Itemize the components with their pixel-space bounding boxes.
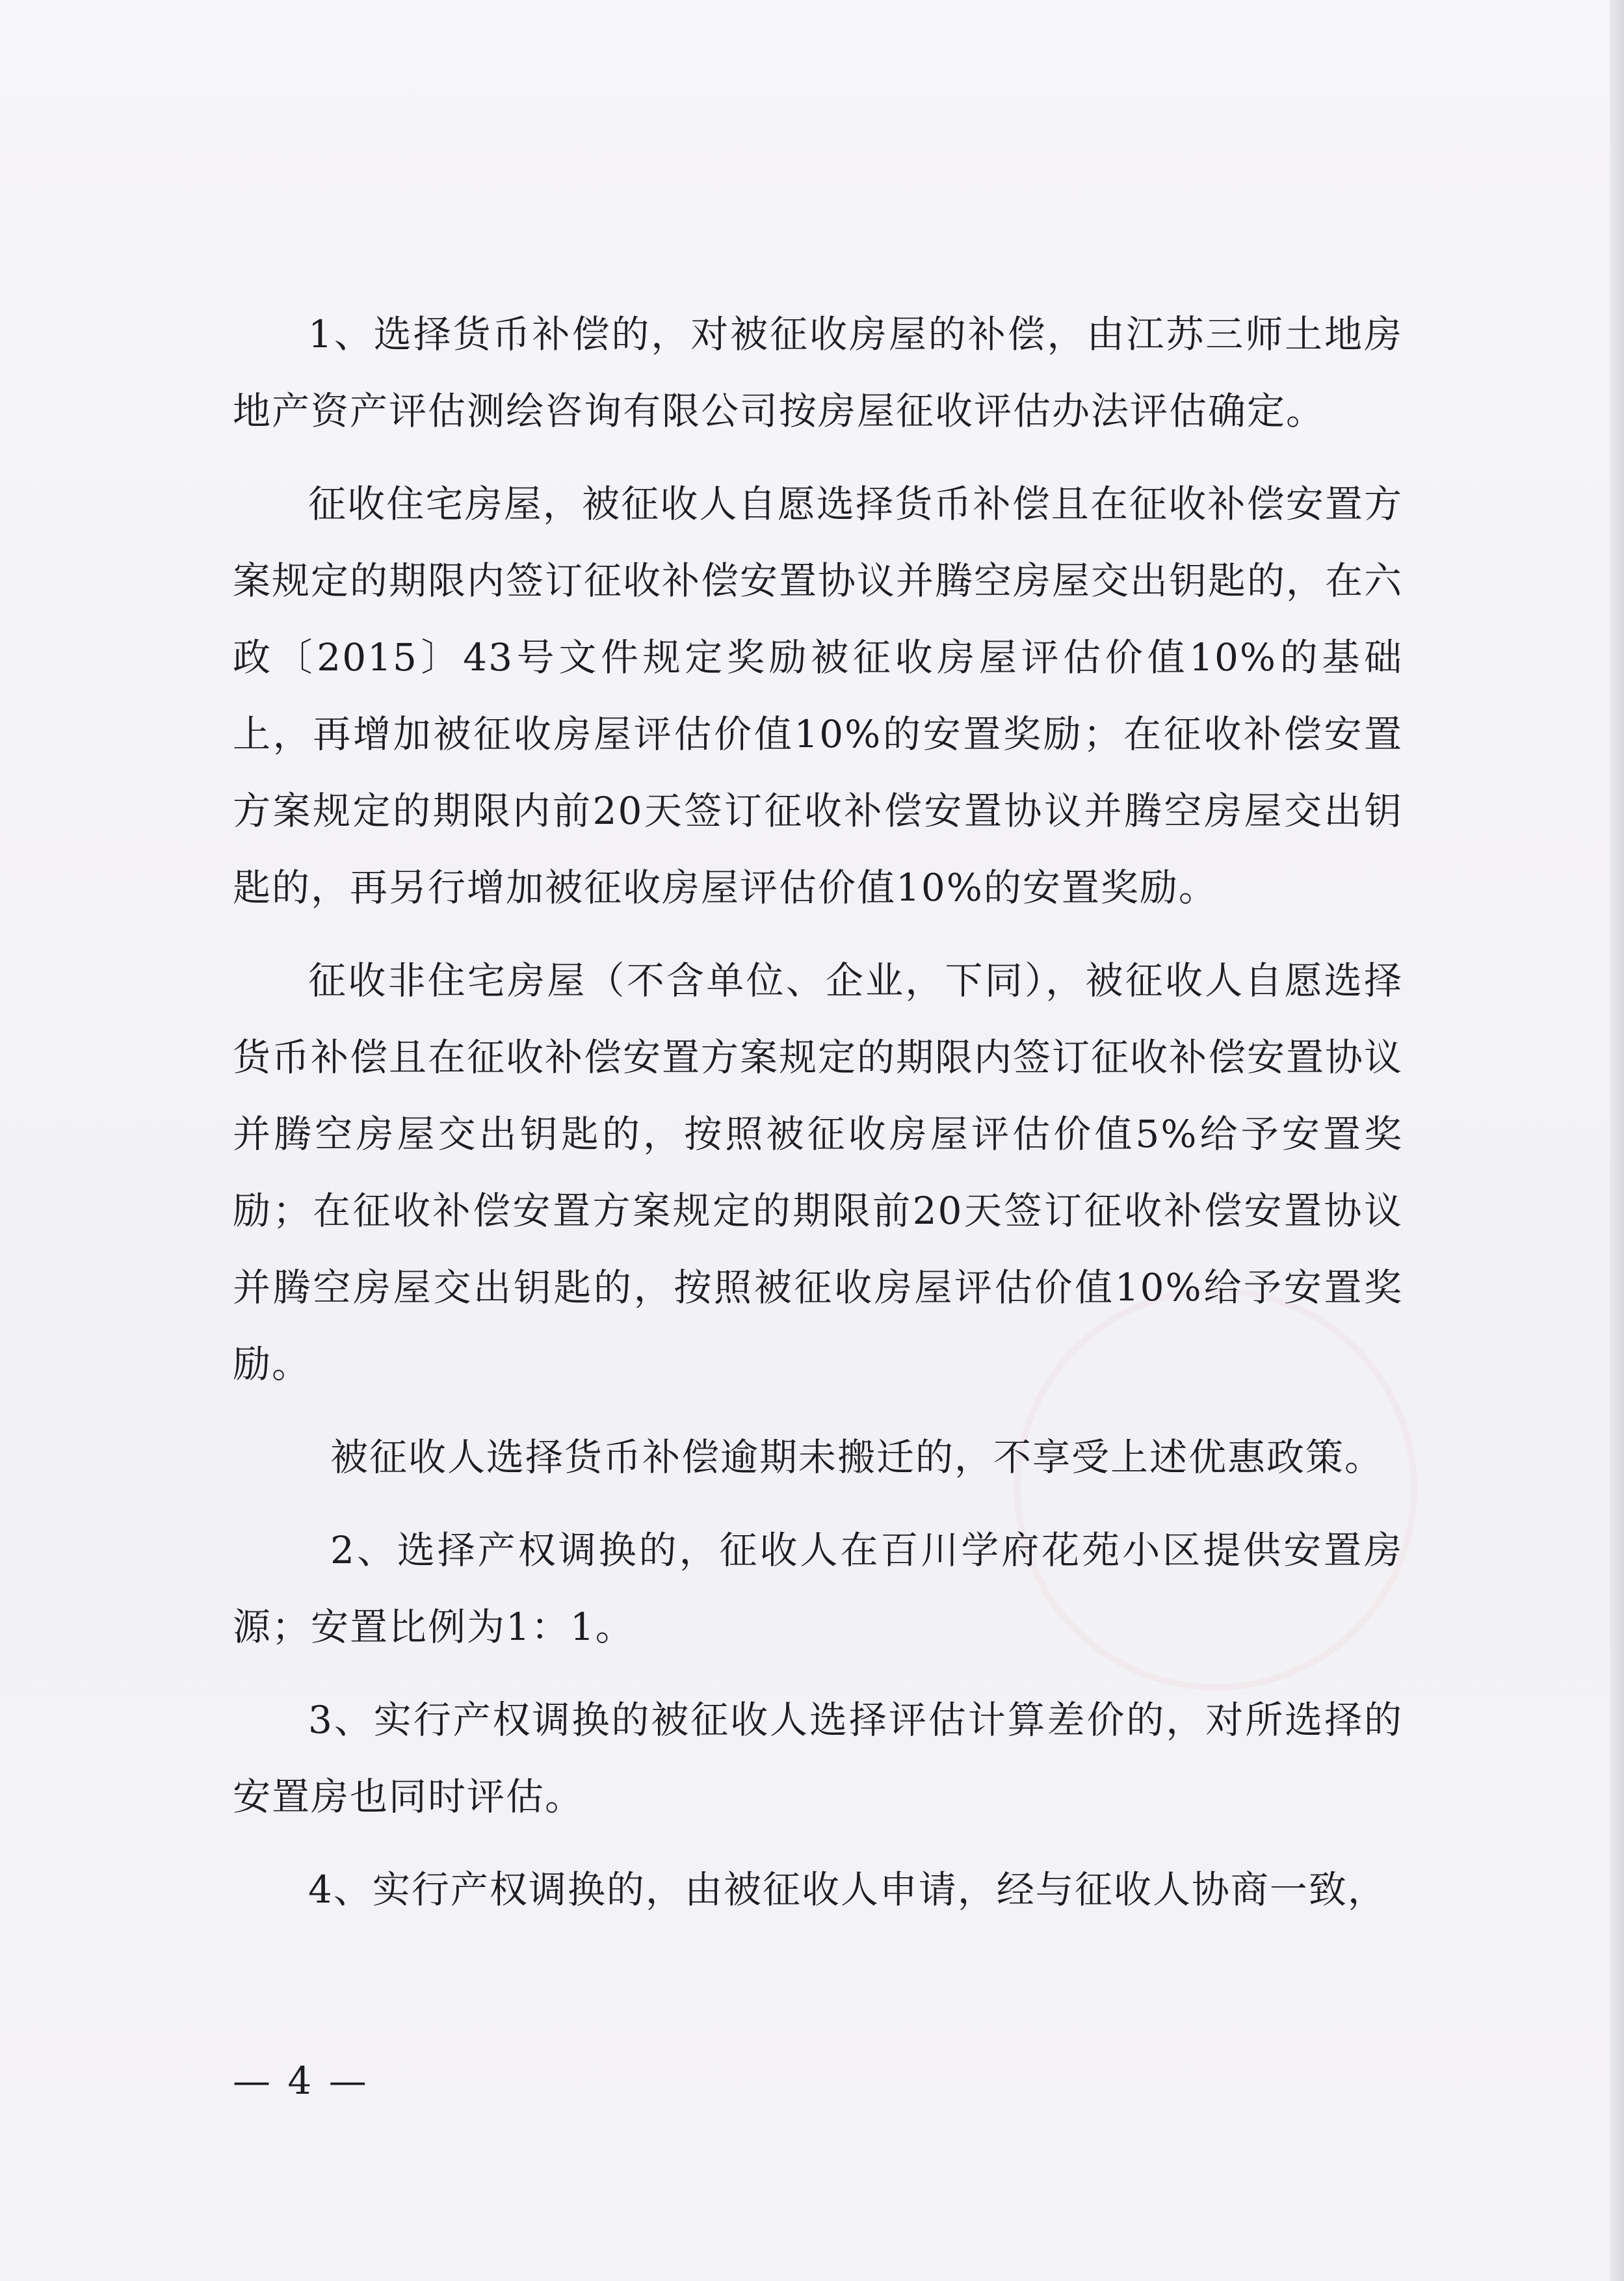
paragraph-property-exchange: 2、选择产权调换的，征收人在百川学府花苑小区提供安置房源；安置比例为1：1。 <box>233 1528 1403 1649</box>
paragraph-overdue-policy: 被征收人选择货币补偿逾期未搬迁的，不享受上述优惠政策。 <box>330 1435 1384 1479</box>
paragraph-nonresidential-reward: 征收非住宅房屋（不含单位、企业，下同），被征收人自愿选择货币补偿且在征收补偿安置方案规定的期限内签订征收补偿安置协议并腾空房屋交出钥匙的，按照被征收房屋评估价值5%给予安置奖励；在征收补偿安置方案规定的期限前20天签订征收补偿安置协议并腾空房屋交出钥匙的，按照被征收房屋评估价值10%给予安置奖励。 <box>233 958 1404 1386</box>
paragraph-monetary-compensation: 1、选择货币补偿的，对被征收房屋的补偿，由江苏三师土地房地产资产评估测绘咨询有限公司按房屋征收评估办法评估确定。 <box>233 312 1403 433</box>
page-edge <box>1610 0 1624 2281</box>
paragraph-residential-reward: 征收住宅房屋，被征收人自愿选择货币补偿且在征收补偿安置方案规定的期限内签订征收补偿安置协议并腾空房屋交出钥匙的，在六政〔2015〕43号文件规定奖励被征收房屋评估价值10%的基础上，再增加被征收房屋评估价值10%的安置奖励；在征收补偿安置方案规定的期限内前20天签订征收补偿安置协议并腾空房屋交出钥匙的，再另行增加被征收房屋评估价值10%的安置奖励。 <box>233 482 1404 910</box>
document-body <box>233 296 1403 1944</box>
page-number: — 4 — <box>233 2059 369 2103</box>
paragraph-exchange-application: 4、实行产权调换的，由被征收人申请，经与征收人协商一致， <box>308 1867 1387 1912</box>
paragraph-exchange-valuation: 3、实行产权调换的被征收人选择评估计算差价的，对所选择的安置房也同时评估。 <box>233 1698 1403 1819</box>
